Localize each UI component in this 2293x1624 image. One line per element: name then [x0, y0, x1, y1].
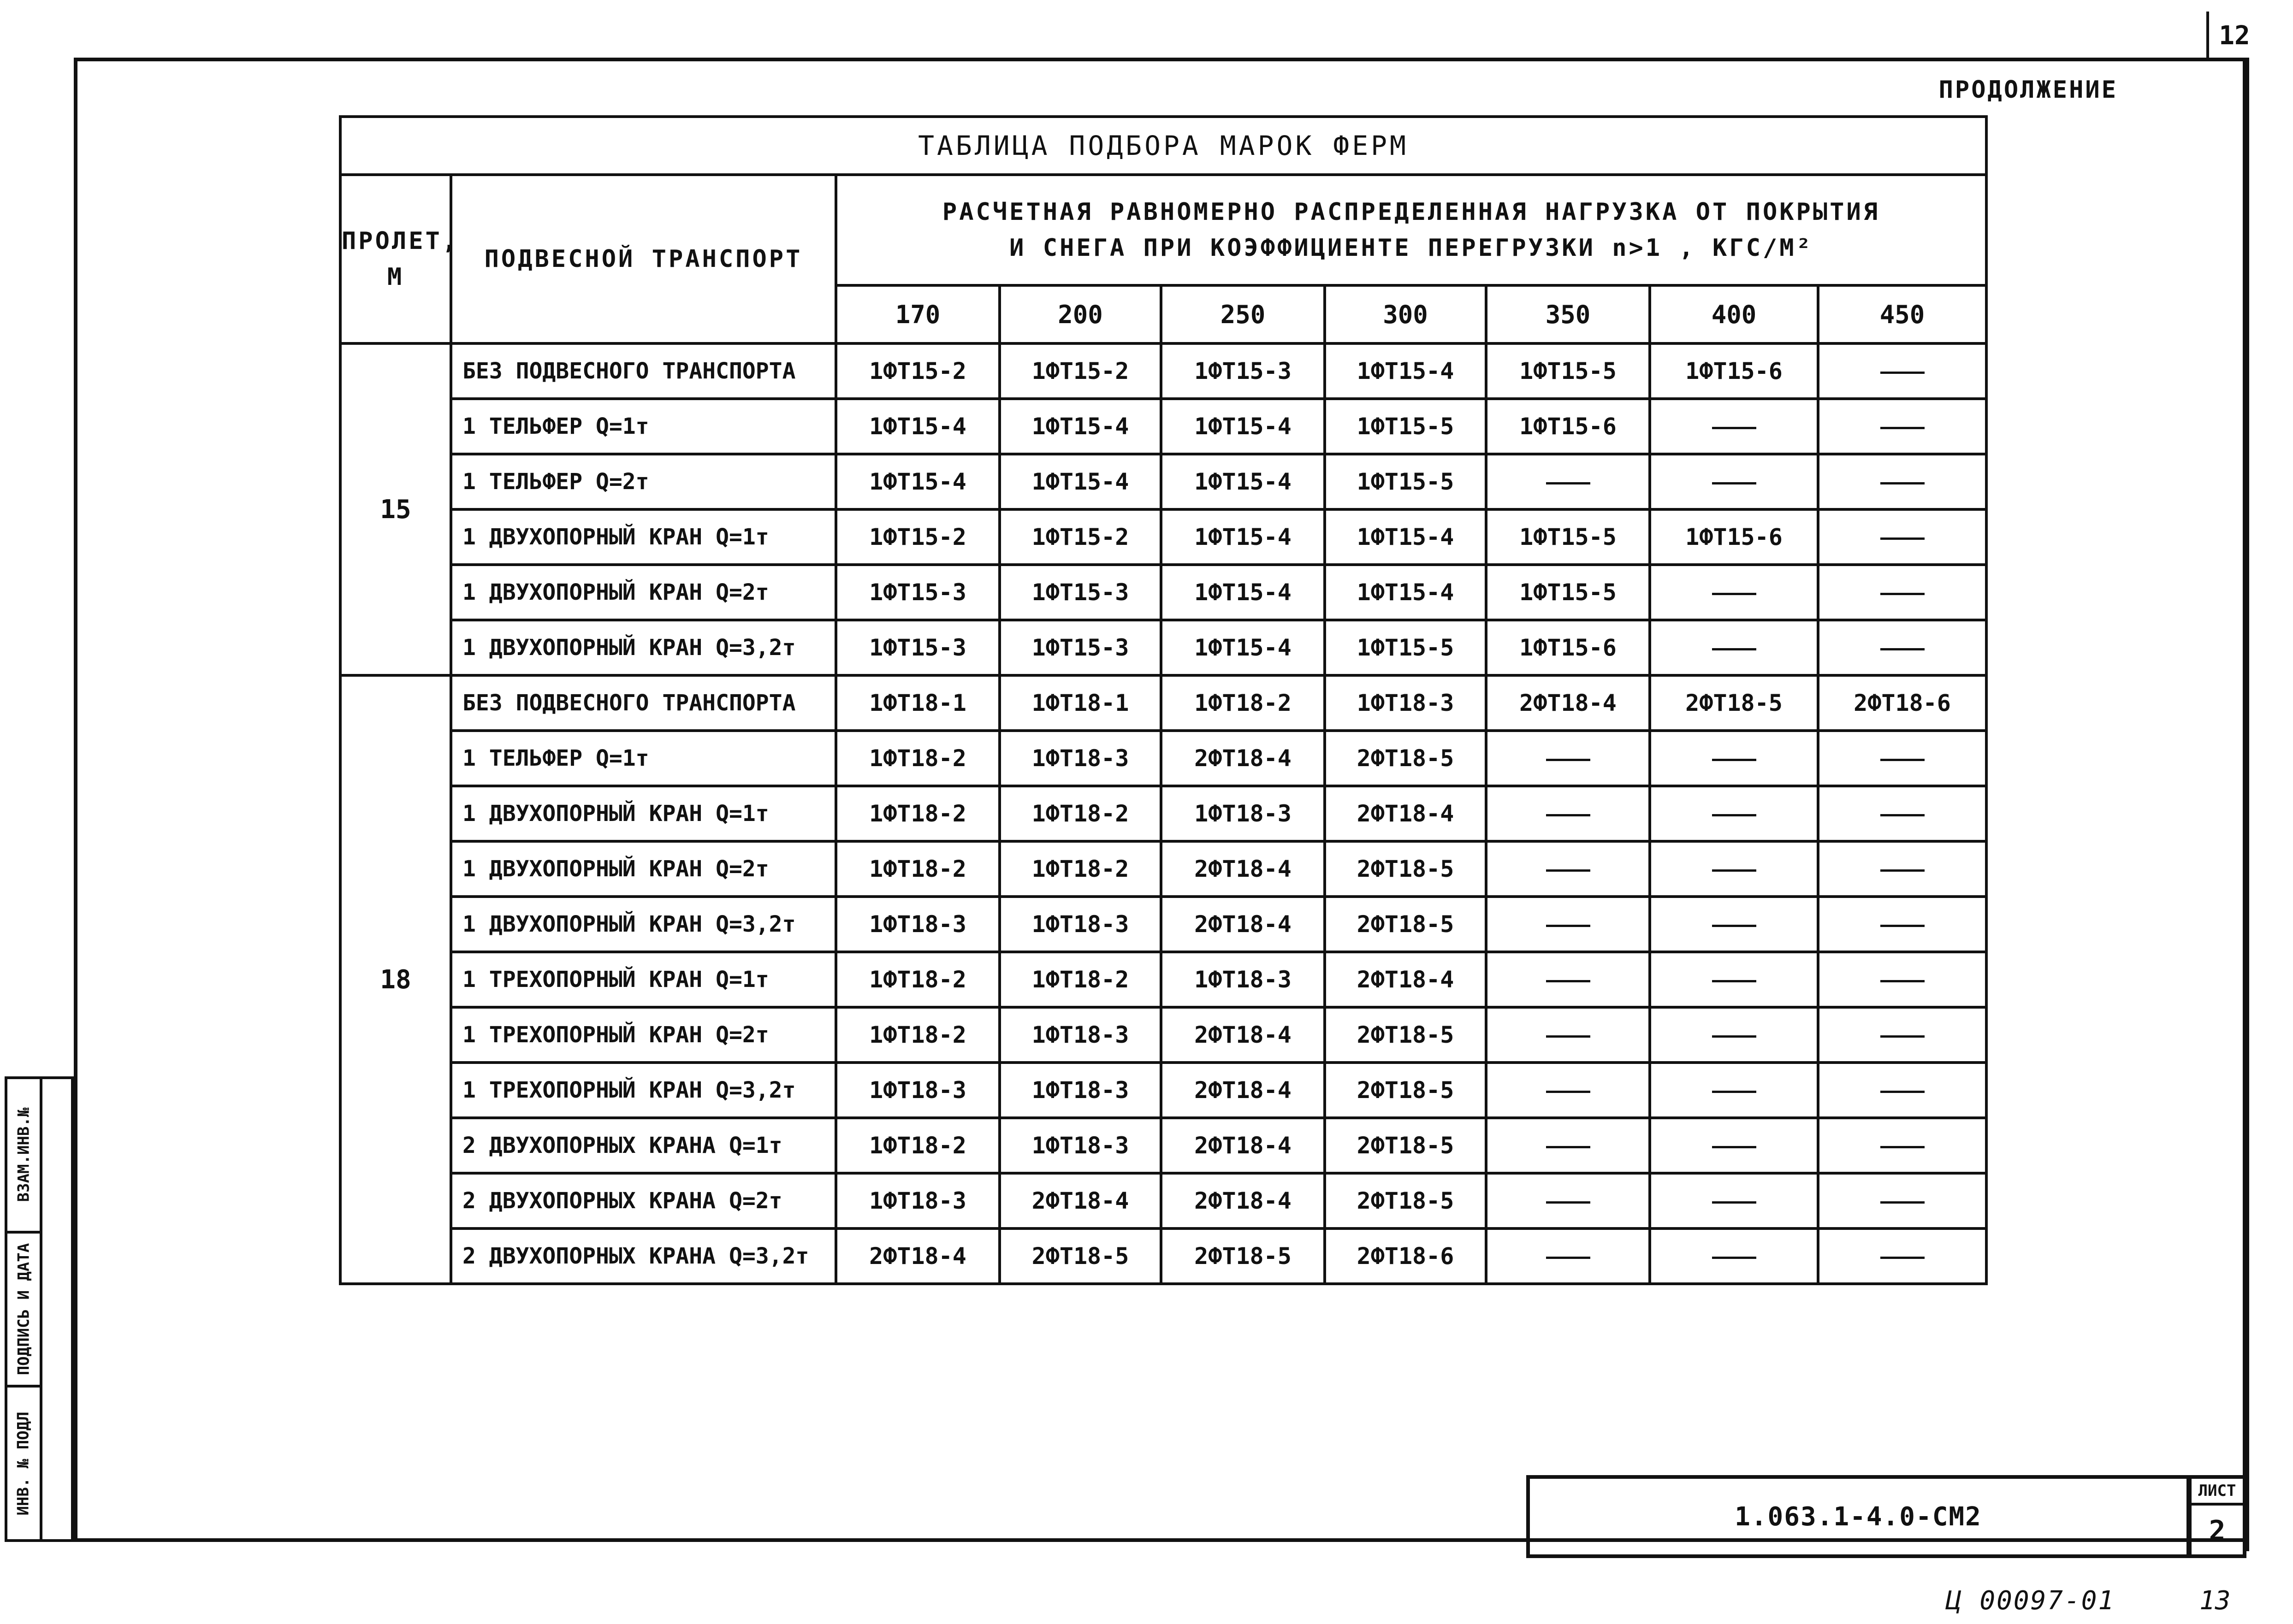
truss-mark-cell: [1818, 731, 1986, 786]
transport-cell: 1 ДВУХОПОРНЫЙ КРАН Q=2т: [451, 565, 836, 620]
truss-mark-cell: 2ФТ18-4: [1325, 786, 1486, 841]
truss-mark-cell: [1650, 565, 1818, 620]
truss-mark-cell: [1818, 786, 1986, 841]
truss-mark-cell: 2ФТ18-6: [1325, 1228, 1486, 1284]
no-value-dash: [1712, 869, 1756, 872]
truss-mark-cell: [1650, 786, 1818, 841]
truss-mark-cell: 1ФТ15-4: [1325, 343, 1486, 399]
truss-mark-cell: 1ФТ15-5: [1486, 343, 1650, 399]
truss-mark-cell: 1ФТ15-2: [1000, 343, 1161, 399]
load-header-cell: 350: [1486, 285, 1650, 343]
transport-cell: 1 ТЕЛЬФЕР Q=2т: [451, 454, 836, 509]
truss-mark-cell: 2ФТ18-4: [1161, 1063, 1325, 1118]
truss-mark-cell: [1650, 1007, 1818, 1063]
load-header-cell: 450: [1818, 285, 1986, 343]
truss-mark-cell: 1ФТ18-2: [1000, 841, 1161, 897]
archive-code: Ц 00097-01: [1946, 1586, 2115, 1616]
sheet-number: 2: [2209, 1515, 2226, 1547]
transport-cell: 1 ДВУХОПОРНЫЙ КРАН Q=3,2т: [451, 897, 836, 952]
truss-mark-cell: 1ФТ18-2: [1161, 675, 1325, 731]
truss-mark-cell: [1818, 1173, 1986, 1228]
transport-cell: 2 ДВУХОПОРНЫХ КРАНА Q=2т: [451, 1173, 836, 1228]
truss-mark-cell: [1486, 952, 1650, 1007]
truss-mark-cell: 1ФТ18-2: [836, 952, 1000, 1007]
truss-mark-cell: 1ФТ18-3: [1325, 675, 1486, 731]
table-row: [340, 343, 1986, 399]
truss-mark-cell: [1486, 1228, 1650, 1284]
truss-mark-cell: 1ФТ15-3: [836, 620, 1000, 675]
truss-mark-cell: 2ФТ18-5: [1650, 675, 1818, 731]
table-row: [340, 952, 1986, 1007]
no-value-dash: [1546, 925, 1590, 927]
truss-mark-cell: [1650, 1173, 1818, 1228]
no-value-dash: [1546, 1201, 1590, 1204]
no-value-dash: [1712, 648, 1756, 650]
truss-mark-cell: 1ФТ15-4: [1161, 620, 1325, 675]
approval-stamp: [5, 1076, 74, 1542]
no-value-dash: [1712, 980, 1756, 982]
truss-mark-cell: [1650, 841, 1818, 897]
truss-mark-cell: [1486, 731, 1650, 786]
no-value-dash: [1880, 372, 1925, 374]
no-value-dash: [1880, 427, 1925, 429]
truss-mark-cell: 1ФТ18-3: [1000, 1118, 1161, 1173]
no-value-dash: [1712, 593, 1756, 595]
header-span: ПРОЛЕТ, М: [340, 175, 451, 343]
no-value-dash: [1880, 593, 1925, 595]
truss-mark-cell: 1ФТ15-3: [836, 565, 1000, 620]
truss-mark-cell: 2ФТ18-4: [1325, 952, 1486, 1007]
truss-mark-cell: 1ФТ15-6: [1650, 509, 1818, 565]
truss-mark-cell: 1ФТ18-2: [1000, 786, 1161, 841]
truss-mark-cell: [1650, 1228, 1818, 1284]
truss-mark-cell: 1ФТ18-2: [1000, 952, 1161, 1007]
truss-mark-cell: 1ФТ15-5: [1325, 454, 1486, 509]
sheet-box: [2188, 1475, 2246, 1558]
page-number: 13: [2199, 1586, 2231, 1616]
truss-mark-cell: 1ФТ18-3: [836, 1063, 1000, 1118]
header-load-line1: РАСЧЕТНАЯ РАВНОМЕРНО РАСПРЕДЕЛЕННАЯ НАГРУЗКА ОТ ПОКРЫТИЯ: [942, 198, 1880, 226]
no-value-dash: [1712, 1257, 1756, 1259]
no-value-dash: [1880, 648, 1925, 650]
truss-mark-cell: 1ФТ15-2: [836, 509, 1000, 565]
truss-mark-cell: [1486, 1118, 1650, 1173]
truss-mark-cell: [1486, 1007, 1650, 1063]
truss-mark-cell: 1ФТ18-2: [836, 731, 1000, 786]
no-value-dash: [1712, 925, 1756, 927]
truss-mark-cell: 1ФТ18-2: [836, 786, 1000, 841]
truss-mark-cell: [1486, 841, 1650, 897]
truss-mark-cell: 2ФТ18-5: [1325, 897, 1486, 952]
truss-mark-cell: 2ФТ18-4: [1161, 731, 1325, 786]
no-value-dash: [1546, 814, 1590, 816]
load-header-cell: 170: [836, 285, 1000, 343]
truss-mark-cell: 1ФТ15-5: [1325, 399, 1486, 454]
transport-cell: 1 ДВУХОПОРНЫЙ КРАН Q=1т: [451, 509, 836, 565]
sheet-label: ЛИСТ: [2192, 1479, 2243, 1506]
truss-mark-cell: 2ФТ18-4: [1161, 841, 1325, 897]
truss-mark-cell: 1ФТ15-6: [1486, 620, 1650, 675]
transport-cell: 1 ТЕЛЬФЕР Q=1т: [451, 399, 836, 454]
truss-mark-cell: 1ФТ15-6: [1486, 399, 1650, 454]
truss-mark-cell: 1ФТ18-3: [1161, 786, 1325, 841]
truss-mark-cell: [1818, 1063, 1986, 1118]
truss-mark-cell: 1ФТ15-4: [1325, 509, 1486, 565]
truss-mark-cell: 2ФТ18-5: [1325, 1173, 1486, 1228]
transport-cell: 1 ДВУХОПОРНЫЙ КРАН Q=1т: [451, 786, 836, 841]
truss-mark-cell: [1650, 1063, 1818, 1118]
truss-mark-cell: 2ФТ18-4: [1000, 1173, 1161, 1228]
transport-cell: 1 ДВУХОПОРНЫЙ КРАН Q=2т: [451, 841, 836, 897]
truss-mark-cell: 2ФТ18-4: [1486, 675, 1650, 731]
truss-mark-cell: 1ФТ15-5: [1486, 509, 1650, 565]
sheet-number-top: 12: [2206, 12, 2260, 60]
truss-mark-cell: 1ФТ18-2: [836, 1118, 1000, 1173]
truss-mark-cell: 1ФТ15-4: [1161, 399, 1325, 454]
transport-cell: БЕЗ ПОДВЕСНОГО ТРАНСПОРТА: [451, 343, 836, 399]
stamp-cell-original-inv: ИНВ. № ПОДЛ: [14, 1411, 33, 1516]
truss-mark-cell: [1486, 1063, 1650, 1118]
table-row: [340, 1007, 1986, 1063]
no-value-dash: [1880, 814, 1925, 816]
truss-mark-cell: [1818, 509, 1986, 565]
truss-mark-cell: [1650, 620, 1818, 675]
no-value-dash: [1712, 482, 1756, 484]
truss-mark-cell: 1ФТ15-6: [1650, 343, 1818, 399]
truss-mark-cell: 1ФТ15-4: [1161, 565, 1325, 620]
truss-mark-cell: 1ФТ15-4: [1000, 399, 1161, 454]
no-value-dash: [1712, 1035, 1756, 1038]
span-cell: 18: [340, 675, 451, 1284]
truss-mark-cell: 1ФТ15-5: [1325, 620, 1486, 675]
stamp-cell-signature-date: ПОДПИСЬ И ДАТА: [7, 1234, 40, 1388]
truss-mark-cell: 1ФТ18-3: [836, 897, 1000, 952]
no-value-dash: [1712, 427, 1756, 429]
truss-mark-cell: [1818, 952, 1986, 1007]
truss-mark-cell: 1ФТ18-1: [1000, 675, 1161, 731]
table-row: [340, 786, 1986, 841]
table-row: [340, 731, 1986, 786]
no-value-dash: [1880, 925, 1925, 927]
transport-cell: 1 ДВУХОПОРНЫЙ КРАН Q=3,2т: [451, 620, 836, 675]
truss-mark-cell: 2ФТ18-5: [1325, 1007, 1486, 1063]
truss-mark-cell: 1ФТ18-3: [1000, 1007, 1161, 1063]
no-value-dash: [1880, 1146, 1925, 1148]
no-value-dash: [1546, 1257, 1590, 1259]
document-code: 1.063.1-4.0-СМ2: [1526, 1475, 2190, 1558]
table-row: [340, 1228, 1986, 1284]
no-value-dash: [1880, 869, 1925, 872]
truss-mark-cell: 1ФТ18-3: [1000, 1063, 1161, 1118]
span-cell: 15: [340, 343, 451, 675]
truss-mark-cell: [1818, 399, 1986, 454]
truss-mark-cell: 2ФТ18-5: [1000, 1228, 1161, 1284]
header-transport: ПОДВЕСНОЙ ТРАНСПОРТ: [451, 175, 836, 343]
truss-mark-cell: [1818, 565, 1986, 620]
truss-mark-cell: 1ФТ18-3: [1000, 731, 1161, 786]
header-load-line2: И СНЕГА ПРИ КОЭФФИЦИЕНТЕ ПЕРЕГРУЗКИ n>1 , КГС/М²: [1009, 234, 1813, 262]
no-value-dash: [1880, 1201, 1925, 1204]
table-row: [340, 841, 1986, 897]
table-row: [340, 1063, 1986, 1118]
truss-mark-cell: [1818, 1007, 1986, 1063]
no-value-dash: [1712, 1091, 1756, 1093]
truss-mark-cell: [1818, 841, 1986, 897]
truss-mark-cell: 1ФТ15-4: [1325, 565, 1486, 620]
no-value-dash: [1546, 869, 1590, 872]
truss-mark-cell: [1650, 731, 1818, 786]
truss-mark-cell: 1ФТ15-2: [1000, 509, 1161, 565]
truss-mark-cell: 1ФТ18-2: [836, 841, 1000, 897]
truss-mark-cell: [1486, 454, 1650, 509]
truss-mark-cell: [1818, 343, 1986, 399]
transport-cell: 1 ТРЕХОПОРНЫЙ КРАН Q=3,2т: [451, 1063, 836, 1118]
table-row: [340, 454, 1986, 509]
truss-mark-cell: 1ФТ15-4: [1161, 509, 1325, 565]
truss-mark-cell: [1818, 1228, 1986, 1284]
truss-mark-cell: 1ФТ15-4: [836, 399, 1000, 454]
truss-mark-cell: [1650, 454, 1818, 509]
load-header-cell: 200: [1000, 285, 1161, 343]
no-value-dash: [1880, 1257, 1925, 1259]
no-value-dash: [1880, 537, 1925, 540]
transport-cell: 2 ДВУХОПОРНЫХ КРАНА Q=3,2т: [451, 1228, 836, 1284]
no-value-dash: [1880, 759, 1925, 761]
truss-mark-cell: 2ФТ18-4: [1161, 1118, 1325, 1173]
truss-mark-cell: 2ФТ18-5: [1325, 731, 1486, 786]
transport-cell: 1 ТРЕХОПОРНЫЙ КРАН Q=2т: [451, 1007, 836, 1063]
frame-right-rule: [2246, 58, 2249, 1551]
truss-mark-cell: 1ФТ15-5: [1486, 565, 1650, 620]
header-load: [836, 175, 1986, 285]
truss-mark-cell: [1486, 1173, 1650, 1228]
truss-mark-cell: 1ФТ18-3: [1161, 952, 1325, 1007]
table-row: [340, 675, 1986, 731]
truss-mark-cell: 1ФТ15-3: [1000, 565, 1161, 620]
table-row: [340, 565, 1986, 620]
truss-mark-cell: 1ФТ15-4: [1161, 454, 1325, 509]
table-row: [340, 1173, 1986, 1228]
load-header-cell: 300: [1325, 285, 1486, 343]
no-value-dash: [1880, 1035, 1925, 1038]
truss-mark-cell: [1486, 786, 1650, 841]
no-value-dash: [1546, 1091, 1590, 1093]
table-row: [340, 620, 1986, 675]
no-value-dash: [1880, 1091, 1925, 1093]
table-row: [340, 509, 1986, 565]
truss-mark-cell: [1650, 897, 1818, 952]
truss-mark-cell: 1ФТ15-3: [1000, 620, 1161, 675]
no-value-dash: [1712, 814, 1756, 816]
no-value-dash: [1546, 759, 1590, 761]
truss-mark-cell: 2ФТ18-5: [1325, 1063, 1486, 1118]
transport-cell: 2 ДВУХОПОРНЫХ КРАНА Q=1т: [451, 1118, 836, 1173]
no-value-dash: [1712, 1146, 1756, 1148]
truss-mark-cell: [1650, 952, 1818, 1007]
transport-cell: 1 ТЕЛЬФЕР Q=1т: [451, 731, 836, 786]
truss-mark-cell: 1ФТ18-3: [836, 1173, 1000, 1228]
transport-cell: 1 ТРЕХОПОРНЫЙ КРАН Q=1т: [451, 952, 836, 1007]
stamp-cell-replaced-inv: ВЗАМ.ИНВ.№: [7, 1079, 40, 1234]
truss-mark-cell: [1650, 1118, 1818, 1173]
truss-mark-cell: 1ФТ18-3: [1000, 897, 1161, 952]
table-row: [340, 1118, 1986, 1173]
truss-mark-cell: 2ФТ18-5: [1325, 1118, 1486, 1173]
load-header-cell: 400: [1650, 285, 1818, 343]
truss-mark-cell: 1ФТ15-2: [836, 343, 1000, 399]
no-value-dash: [1880, 980, 1925, 982]
truss-mark-cell: 1ФТ18-2: [836, 1007, 1000, 1063]
table-title: ТАБЛИЦА ПОДБОРА МАРОК ФЕРМ: [340, 117, 1986, 175]
table-body: [340, 117, 1986, 1284]
truss-mark-cell: [1650, 399, 1818, 454]
table-row: [340, 897, 1986, 952]
no-value-dash: [1712, 1201, 1756, 1204]
truss-mark-cell: 2ФТ18-6: [1818, 675, 1986, 731]
truss-mark-cell: 1ФТ15-4: [1000, 454, 1161, 509]
truss-mark-cell: 1ФТ18-1: [836, 675, 1000, 731]
truss-mark-cell: 2ФТ18-5: [1325, 841, 1486, 897]
no-value-dash: [1880, 482, 1925, 484]
truss-mark-cell: 2ФТ18-5: [1161, 1228, 1325, 1284]
no-value-dash: [1546, 1146, 1590, 1148]
truss-mark-cell: [1818, 620, 1986, 675]
continuation-label: ПРОДОЛЖЕНИЕ: [1938, 76, 2118, 104]
no-value-dash: [1546, 980, 1590, 982]
truss-mark-cell: [1486, 897, 1650, 952]
truss-mark-cell: 1ФТ15-4: [836, 454, 1000, 509]
no-value-dash: [1712, 759, 1756, 761]
no-value-dash: [1546, 482, 1590, 484]
no-value-dash: [1546, 1035, 1590, 1038]
stamp-column: [7, 1079, 42, 1539]
truss-mark-cell: 2ФТ18-4: [1161, 897, 1325, 952]
truss-mark-cell: [1818, 1118, 1986, 1173]
truss-mark-cell: 2ФТ18-4: [1161, 1007, 1325, 1063]
load-header-cell: 250: [1161, 285, 1325, 343]
truss-mark-cell: [1818, 897, 1986, 952]
truss-selection-table: [339, 115, 1988, 1285]
truss-mark-cell: [1818, 454, 1986, 509]
truss-mark-cell: 2ФТ18-4: [1161, 1173, 1325, 1228]
table-row: [340, 399, 1986, 454]
truss-mark-cell: 1ФТ15-3: [1161, 343, 1325, 399]
transport-cell: БЕЗ ПОДВЕСНОГО ТРАНСПОРТА: [451, 675, 836, 731]
truss-mark-cell: 2ФТ18-4: [836, 1228, 1000, 1284]
